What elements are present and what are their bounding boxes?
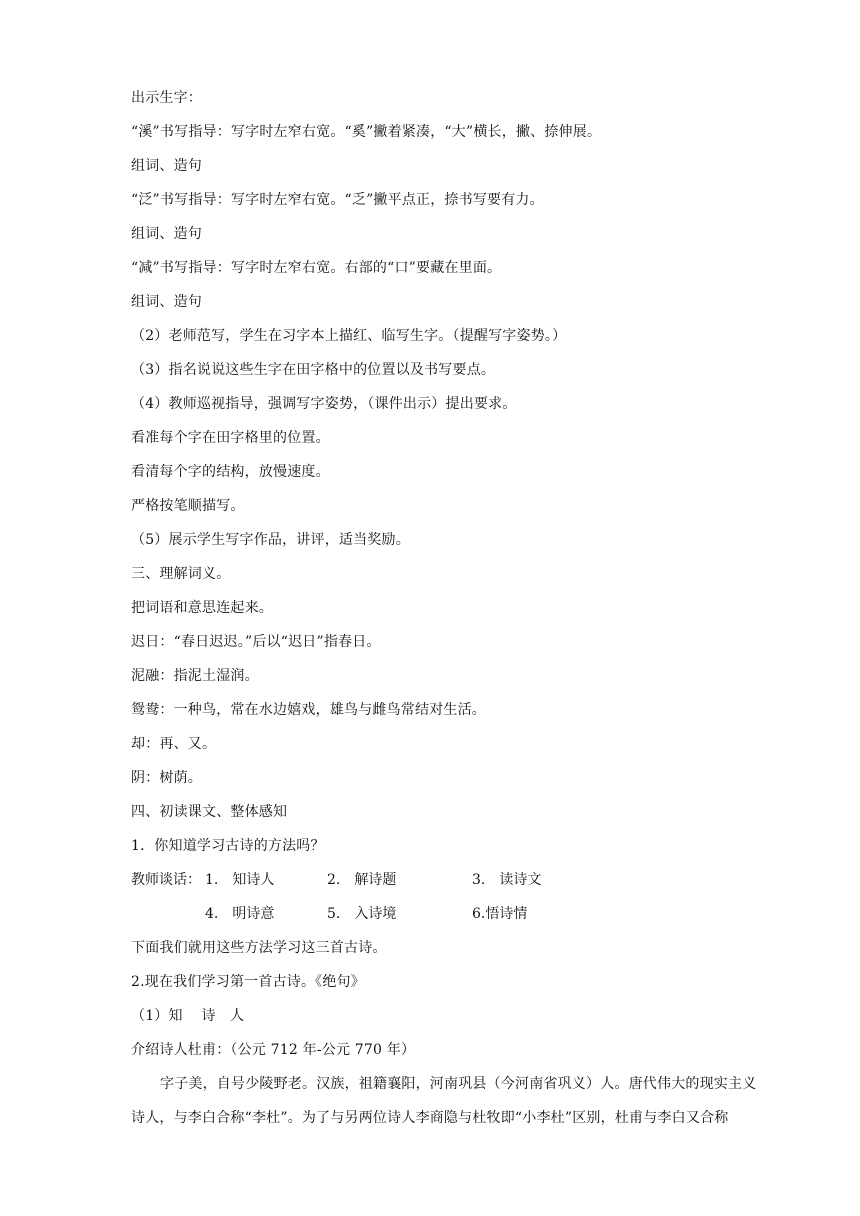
text-line: 迟日：“春日迟迟。”后以“迟日”指春日。 <box>131 634 381 650</box>
text-line: 严格按笔顺描写。 <box>131 498 245 514</box>
section-heading: 四、初读课文、整体感知 <box>131 804 288 820</box>
text-line: 出示生字： <box>131 90 202 106</box>
method-item: 5. 入诗境 <box>327 906 397 922</box>
text-line: “溪”书写指导：写字时左窄右宽。“奚”撇着紧凑，“大”横长，撇、捺伸展。 <box>131 124 602 140</box>
text-line: 下面我们就用这些方法学习这三首古诗。 <box>131 940 387 956</box>
text-line: 组词、造句 <box>131 294 202 310</box>
text-line: 2.现在我们学习第一首古诗。《绝句》 <box>131 974 365 990</box>
text-line: 把词语和意思连起来。 <box>131 600 273 616</box>
text-line: 介绍诗人杜甫：（公元 712 年-公元 770 年） <box>131 1042 416 1058</box>
text-line: （2）老师范写，学生在习字本上描红、临写生字。（提醒写字姿势。） <box>131 328 567 344</box>
paragraph-line: 字子美，自号少陵野老。汉族，祖籍襄阳，河南巩县（今河南省巩义）人。唐代伟大的现实主义 <box>160 1076 757 1092</box>
text-line: （4）教师巡视指导，强调写字姿势，（课件出示）提出要求。 <box>131 396 517 412</box>
method-item: 3. 读诗文 <box>472 872 542 888</box>
text-line: 鸳鸯：一种鸟，常在水边嬉戏，雄鸟与雌鸟常结对生活。 <box>131 702 486 718</box>
text-line: 组词、造句 <box>131 226 202 242</box>
text-line: 组词、造句 <box>131 158 202 174</box>
text-line: （1）知 诗 人 <box>131 1008 245 1024</box>
text-line: 1．你知道学习古诗的方法吗？ <box>131 838 325 854</box>
text-line: 却：再、又。 <box>131 736 217 752</box>
text-line: （5）展示学生写字作品，讲评，适当奖励。 <box>131 532 410 548</box>
section-heading: 三、理解词义。 <box>131 566 231 582</box>
method-label: 教师谈话： <box>131 872 201 888</box>
method-item: 2. 解诗题 <box>327 872 397 888</box>
method-item: 4. 明诗意 <box>205 906 275 922</box>
method-item: 1. 知诗人 <box>205 872 275 888</box>
text-line: 泥融：指泥土湿润。 <box>131 668 259 684</box>
paragraph-line: 诗人，与李白合称“李杜”。为了与另两位诗人李商隐与杜牧即“小李杜”区别，杜甫与李白又合称 <box>131 1110 729 1126</box>
text-line: 看准每个字在田字格里的位置。 <box>131 430 330 446</box>
text-line: 看清每个字的结构，放慢速度。 <box>131 464 330 480</box>
text-line: “减”书写指导：写字时左窄右宽。右部的“口”要藏在里面。 <box>131 260 502 276</box>
method-item: 6.悟诗情 <box>472 906 528 922</box>
text-line: 阴：树荫。 <box>131 770 202 786</box>
text-line: “泛”书写指导：写字时左窄右宽。“乏”撇平点正，捺书写要有力。 <box>131 192 544 208</box>
text-line: （3）指名说说这些生字在田字格中的位置以及书写要点。 <box>131 362 496 378</box>
